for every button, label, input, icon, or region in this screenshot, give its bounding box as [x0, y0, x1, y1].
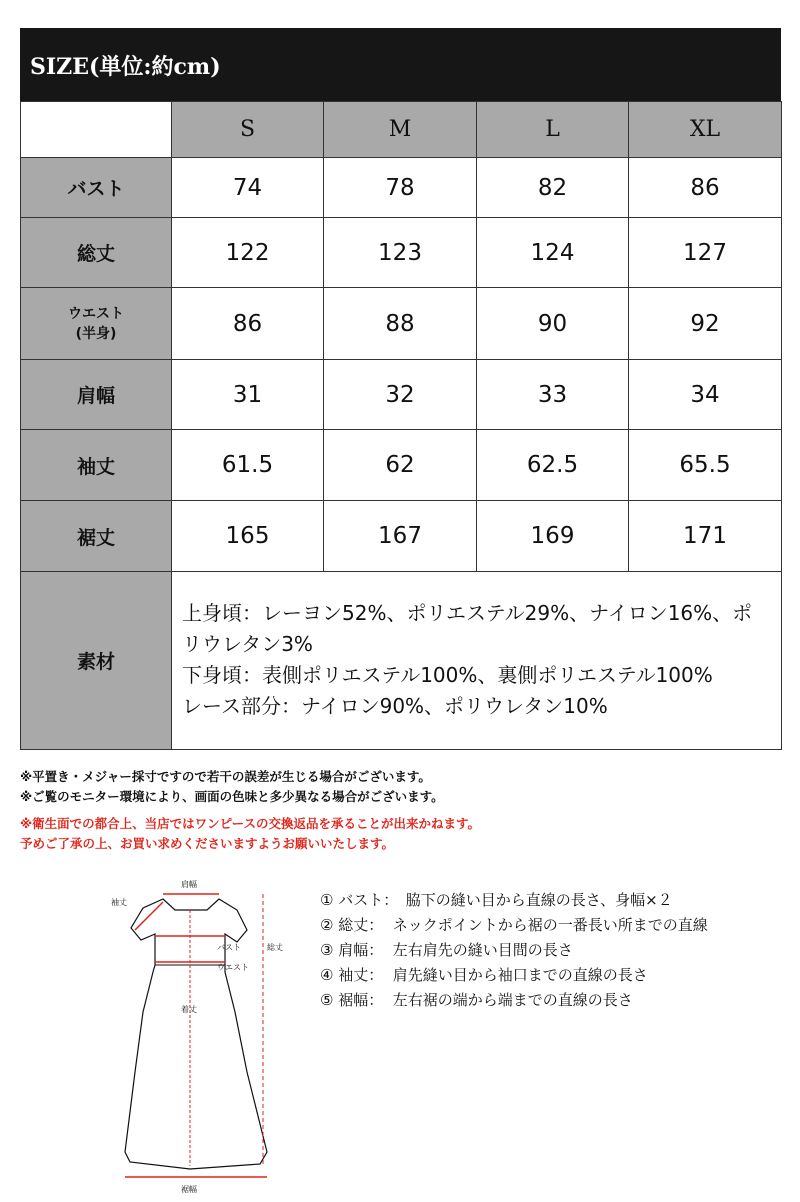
size-header-m: M [324, 102, 477, 158]
diagram-label-shoulder: 肩幅 [181, 880, 197, 889]
size-header-row [21, 102, 782, 158]
cell-value: 82 [477, 158, 629, 218]
cell-value: 62 [324, 430, 477, 501]
diagram-label-sleeve: 袖丈 [111, 898, 127, 907]
material-line-upper: 上身頃：レーヨン52%、ポリエステル29%、ナイロン16%、ポリウレタン3% [182, 600, 753, 656]
measurement-notes [20, 767, 780, 807]
cell-value: 86 [629, 158, 782, 218]
table-row [21, 288, 782, 360]
cell-value: 31 [172, 360, 324, 430]
size-title: SIZE(単位:約cm) [30, 54, 221, 80]
legend-item: ⑤ 裾幅： 左右裾の端から端までの直線の長さ [320, 991, 633, 1009]
material-line-lace: レース部分：ナイロン90%、ポリウレタン10% [182, 693, 608, 718]
row-label-waist-main: ウエスト [68, 305, 124, 322]
cell-value: 92 [629, 288, 782, 360]
dress-outline [125, 899, 267, 1169]
diagram-label-length: 総丈 [267, 943, 283, 952]
size-header-s: S [172, 102, 324, 158]
return-policy-notes [20, 814, 780, 854]
table-row [21, 501, 782, 572]
note-line: ※ご覧のモニター環境により、画面の色味と多少異なる場合がございます。 [20, 789, 444, 804]
note-line-red: 予めご了承の上、お買い求めくださいますようお願いいたします。 [20, 836, 395, 851]
cell-value: 86 [172, 288, 324, 360]
cell-value: 171 [629, 501, 782, 572]
material-row [21, 572, 782, 750]
table-row [21, 430, 782, 501]
table-row [21, 158, 782, 218]
cell-value: 65.5 [629, 430, 782, 501]
size-title-bar [20, 28, 781, 101]
cell-value: 90 [477, 288, 629, 360]
cell-value: 61.5 [172, 430, 324, 501]
cell-value: 74 [172, 158, 324, 218]
size-header-xl: XL [629, 102, 782, 158]
cell-value: 124 [477, 218, 629, 288]
row-label-length: 総丈 [21, 218, 172, 288]
row-label-shoulder: 肩幅 [21, 360, 172, 430]
legend-item: ② 総丈： ネックポイントから裾の一番長い所までの直線 [320, 916, 708, 934]
table-row [21, 218, 782, 288]
cell-value: 78 [324, 158, 477, 218]
diagram-label-waist: ウエスト [217, 963, 249, 972]
note-line: ※平置き・メジャー採寸ですので若干の誤差が生じる場合がございます。 [20, 769, 431, 784]
cell-value: 32 [324, 360, 477, 430]
row-label-bust: バスト [21, 158, 172, 218]
diagram-label-skirt: 着丈 [181, 1005, 197, 1014]
cell-value: 33 [477, 360, 629, 430]
legend-item: ① バスト： 脇下の縫い目から直線の長さ、身幅×２ [320, 891, 673, 909]
dress-measurement-diagram [95, 872, 305, 1202]
material-cell [172, 572, 782, 750]
size-table [20, 101, 782, 750]
cell-value: 122 [172, 218, 324, 288]
table-row [21, 360, 782, 430]
material-line-lower: 下身頃：表側ポリエステル100%、裏側ポリエステル100% [182, 662, 713, 687]
cell-value: 34 [629, 360, 782, 430]
header-blank-cell [21, 102, 172, 158]
row-label-hem: 裾丈 [21, 501, 172, 572]
legend-item: ④ 袖丈： 肩先縫い目から袖口までの直線の長さ [320, 966, 648, 984]
diagram-label-bust: バスト [217, 943, 241, 952]
row-label-waist [21, 288, 172, 360]
cell-value: 127 [629, 218, 782, 288]
row-label-waist-sub: (半身) [75, 325, 117, 342]
row-label-sleeve: 袖丈 [21, 430, 172, 501]
size-header-l: L [477, 102, 629, 158]
cell-value: 88 [324, 288, 477, 360]
legend-item: ③ 肩幅： 左右肩先の縫い目間の長さ [320, 941, 573, 959]
row-label-material: 素材 [21, 572, 172, 750]
cell-value: 167 [324, 501, 477, 572]
cell-value: 169 [477, 501, 629, 572]
cell-value: 62.5 [477, 430, 629, 501]
cell-value: 123 [324, 218, 477, 288]
cell-value: 165 [172, 501, 324, 572]
measurement-legend [320, 888, 708, 1013]
note-line-red: ※衛生面での都合上、当店ではワンピースの交換返品を承ることが出来かねます。 [20, 816, 481, 831]
diagram-label-hem: 裾幅 [181, 1185, 197, 1194]
